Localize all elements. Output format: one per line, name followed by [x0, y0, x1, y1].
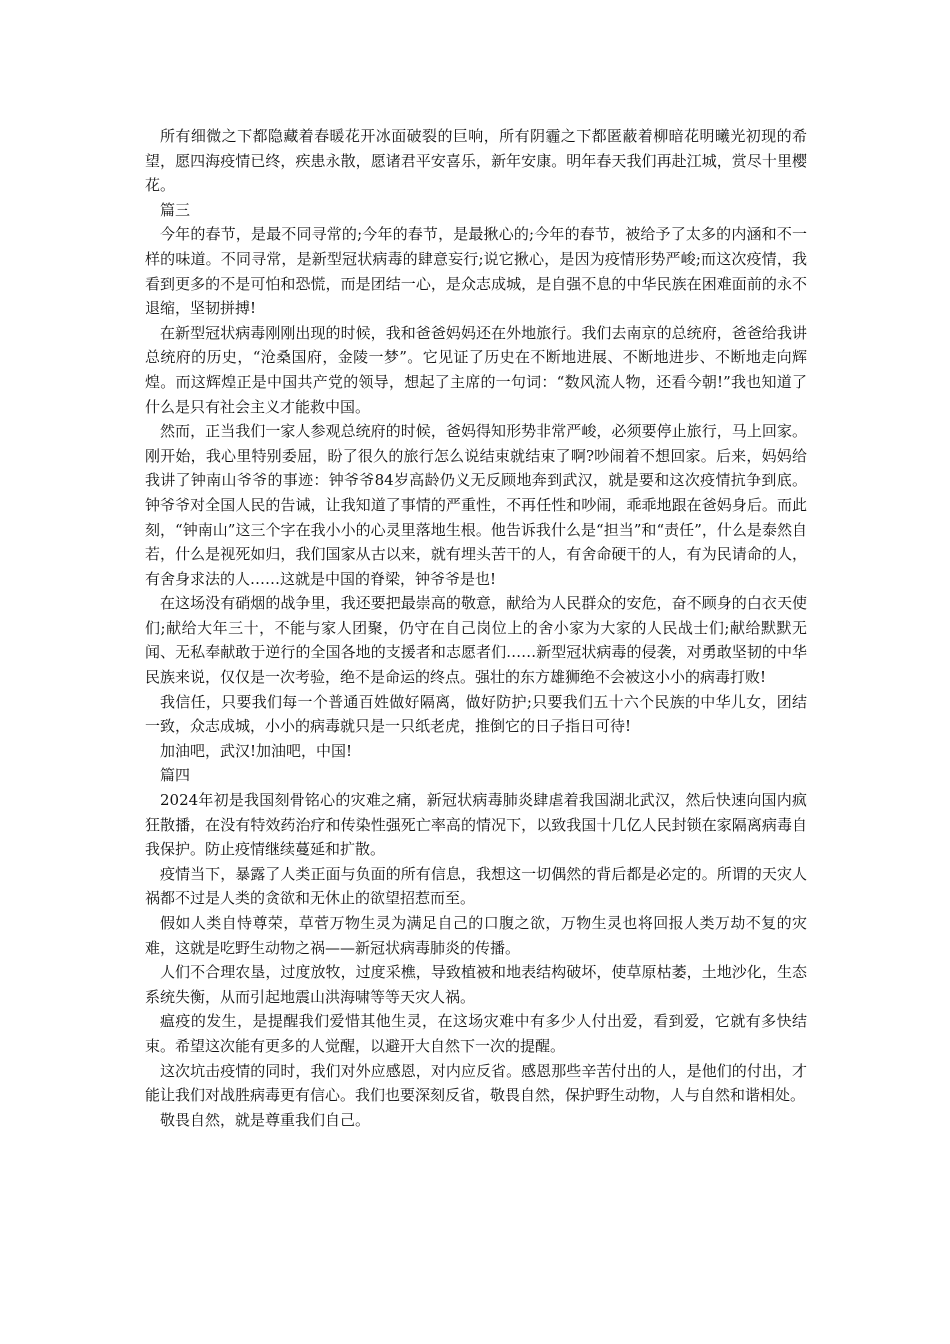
- section-heading: 篇四: [160, 766, 191, 785]
- paragraph: 在新型冠状病毒刚刚出现的时候，我和爸爸妈妈还在外地旅行。我们去南京的总统府，爸爸给我讲总统府的历史，“沧桑国府，金陵一梦”。它见证了历史在不断地进展、不断地进步、不断地走向辉煌。而这辉煌正是中国共产党的领导，想起了主席的一句词：“数风流人物，还看今朝!”我也知道了什么是只有社会主义才能救中国。: [145, 323, 807, 416]
- paragraph: 今年的春节，是最不同寻常的;今年的春节，是最揪心的;今年的春节，被给予了太多的内涵和不一样的味道。不同寻常，是新型冠状病毒的肆意妄行;说它揪心，是因为疫情形势严峻;而这次疫情，我看到更多的不是可怕和恐慌，而是团结一心，是众志成城，是自强不息的中华民族在困难面前的永不退缩，坚韧拼搏!: [145, 225, 807, 318]
- paragraph: 这次坑击疫情的同时，我们对外应感恩，对内应反省。感恩那些辛苦付出的人，是他们的付出，才能让我们对战胜病毒更有信心。我们也要深刻反省，敬畏自然，保护野生动物，人与自然和谐相处。: [145, 1061, 807, 1105]
- paragraph: 2024年初是我国刻骨铭心的灾难之痛，新冠状病毒肺炎肆虐着我国湖北武汉，然后快速向国内疯狂散播，在没有特效药治疗和传染性强死亡率高的情况下，以致我国十几亿人民封锁在家隔离病毒自我保护。防止疫情继续蔓延和扩散。: [145, 791, 807, 859]
- paragraph: 我信任，只要我们每一个普通百姓做好隔离，做好防护;只要我们五十六个民族的中华儿女，团结一致，众志成城，小小的病毒就只是一只纸老虎，推倒它的日子指日可待!: [145, 692, 807, 736]
- paragraph: 在这场没有硝烟的战争里，我还要把最崇高的敬意，献给为人民群众的安危，奋不顾身的白衣天使们;献给大年三十，不能与家人团聚，仍守在自己岗位上的舍小家为大家的人民战士们;献给默默无闻、无私奉献敢于逆行的全国各地的支援者和志愿者们……新型冠状病毒的侵袭，对勇敢坚韧的中华民族来说，仅仅是一次考验，绝不是命运的终点。强壮的东方雄狮绝不会被这小小的病毒打败!: [145, 594, 807, 687]
- paragraph: 瘟疫的发生，是提醒我们爱惜其他生灵，在这场灾难中有多少人付出爱，看到爱，它就有多快结束。希望这次能有更多的人觉醒，以避开大自然下一次的提醒。: [145, 1012, 807, 1055]
- paragraph: 加油吧，武汉!加油吧，中国!: [160, 741, 353, 760]
- paragraph: 疫情当下，暴露了人类正面与负面的所有信息，我想这一切偶然的背后都是必定的。所谓的天灾人祸都不过是人类的贪欲和无休止的欲望招惹而至。: [145, 864, 807, 908]
- paragraph: 敬畏自然，就是尊重我们自己。: [160, 1110, 371, 1129]
- document-body: [145, 124, 807, 1132]
- section-heading: 篇三: [160, 200, 191, 219]
- paragraph: 所有细微之下都隐藏着春暖花开冰面破裂的巨响，所有阴霾之下都匿蔽着柳暗花明曦光初现的希望，愿四海疫情已终，疾患永散，愿诸君平安喜乐，新年安康。明年春天我们再赴江城，赏尽十里樱花。: [145, 127, 807, 195]
- paragraph: 然而，正当我们一家人参观总统府的时候，爸妈得知形势非常严峻，必须要停止旅行，马上回家。刚开始，我心里特别委屈，盼了很久的旅行怎么说结束就结束了啊?吵闹着不想回家。后来，妈妈给我讲了钟南山爷爷的事迹：钟爷爷84岁高龄仍义无反顾地奔到武汉，就是要和这次疫情抗争到底。钟爷爷对全国人民的告诫，让我知道了事情的严重性，不再任性和吵闹，乖乖地跟在爸妈身后。而此刻，“钟南山”这三个字在我小小的心灵里落地生根。他告诉我什么是“担当”和“责任”，什么是泰然自若，什么是视死如归，我们国家从古以来，就有埋头苦干的人，有舍命硬干的人，有为民请命的人，有舍身求法的人……这就是中国的脊梁，钟爷爷是也!: [145, 422, 807, 588]
- paragraph: 假如人类自恃尊荣，草菅万物生灵为满足自己的口腹之欲，万物生灵也将回报人类万劫不复的灾难，这就是吃野生动物之祸——新冠状病毒肺炎的传播。: [145, 914, 807, 957]
- paragraph: 人们不合理农垦，过度放牧，过度采樵，导致植被和地表结构破坏，使草原枯萎，土地沙化，生态系统失衡，从而引起地震山洪海啸等等天灾人祸。: [145, 963, 807, 1006]
